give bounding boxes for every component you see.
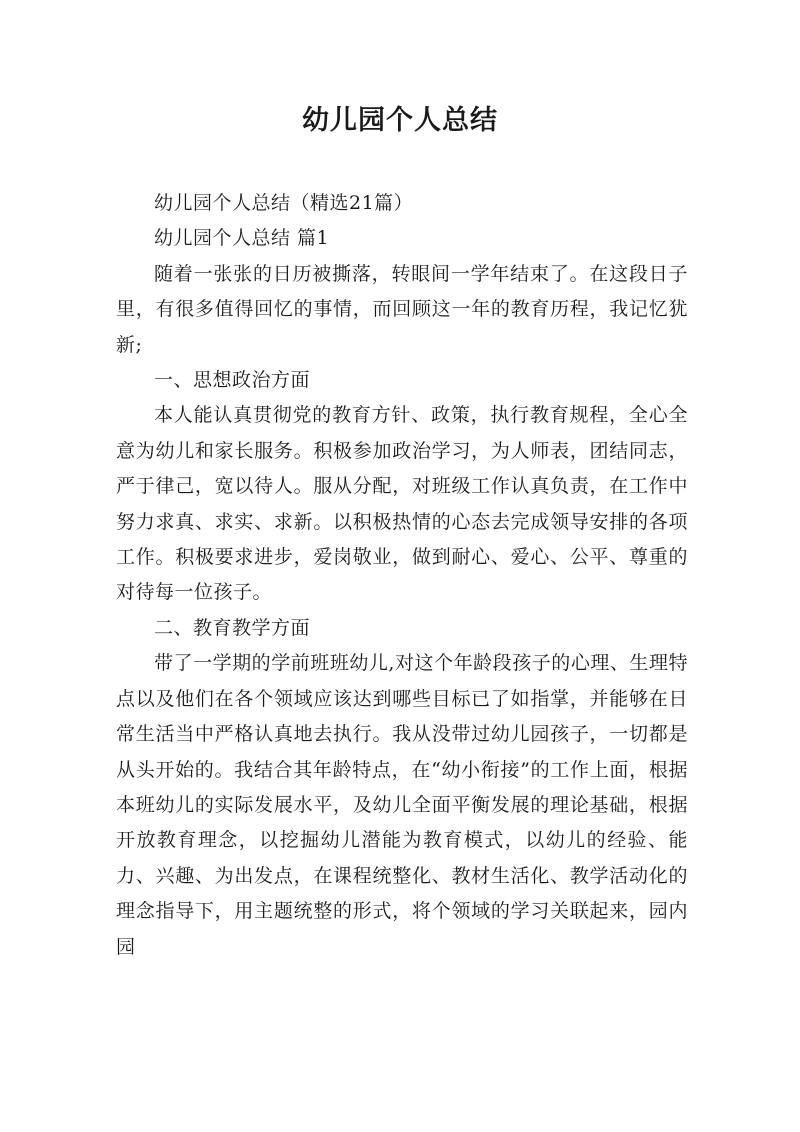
body-paragraph: 本人能认真贯彻党的教育方针、政策，执行教育规程，全心全意为幼儿和家长服务。积极参加政治学习，为人师表，团结同志，严于律己，宽以待人。服从分配，对班级工作认真负责，在工作中努力求真、求实、求新。以积极热情的心态去完成领导安排的各项工作。积极要求进步，爱岗敬业，做到耐心、爱心、公平、尊重的对待每一位孩子。 bbox=[116, 404, 688, 604]
body-paragraph: 随着一张张的日历被撕落，转眼间一学年结束了。在这段日子里，有很多值得回忆的事情，而回顾这一年的教育历程，我记忆犹新; bbox=[116, 262, 688, 356]
body-paragraph: 幼儿园个人总结（精选21篇） bbox=[154, 192, 414, 214]
section-heading: 二、教育教学方面 bbox=[154, 616, 311, 639]
body-paragraph: 带了一学期的学前班班幼儿,对这个年龄段孩子的心理、生理特点以及他们在各个领域应该达到哪些目标已了如指掌，并能够在日常生活当中严格认真地去执行。我从没带过幼儿园孩子，一切都是从头开始的。我结合其年龄特点，在“幼小衔接”的工作上面，根据本班幼儿的实际发展水平，及幼儿全面平衡发展的理论基础，根据开放教育理念，以挖掘幼儿潜能为教育模式，以幼儿的经验、能力、兴趣、为出发点，在课程统整化、教材生活化、教学活动化的理念指导下，用主题统整的形式，将个领域的学习关联起来，园内园 bbox=[116, 652, 688, 958]
document-body bbox=[116, 186, 688, 965]
body-paragraph: 幼儿园个人总结 篇1 bbox=[154, 227, 330, 250]
section-heading: 一、思想政治方面 bbox=[154, 369, 311, 392]
document-title: 幼儿园个人总结 bbox=[302, 105, 498, 136]
